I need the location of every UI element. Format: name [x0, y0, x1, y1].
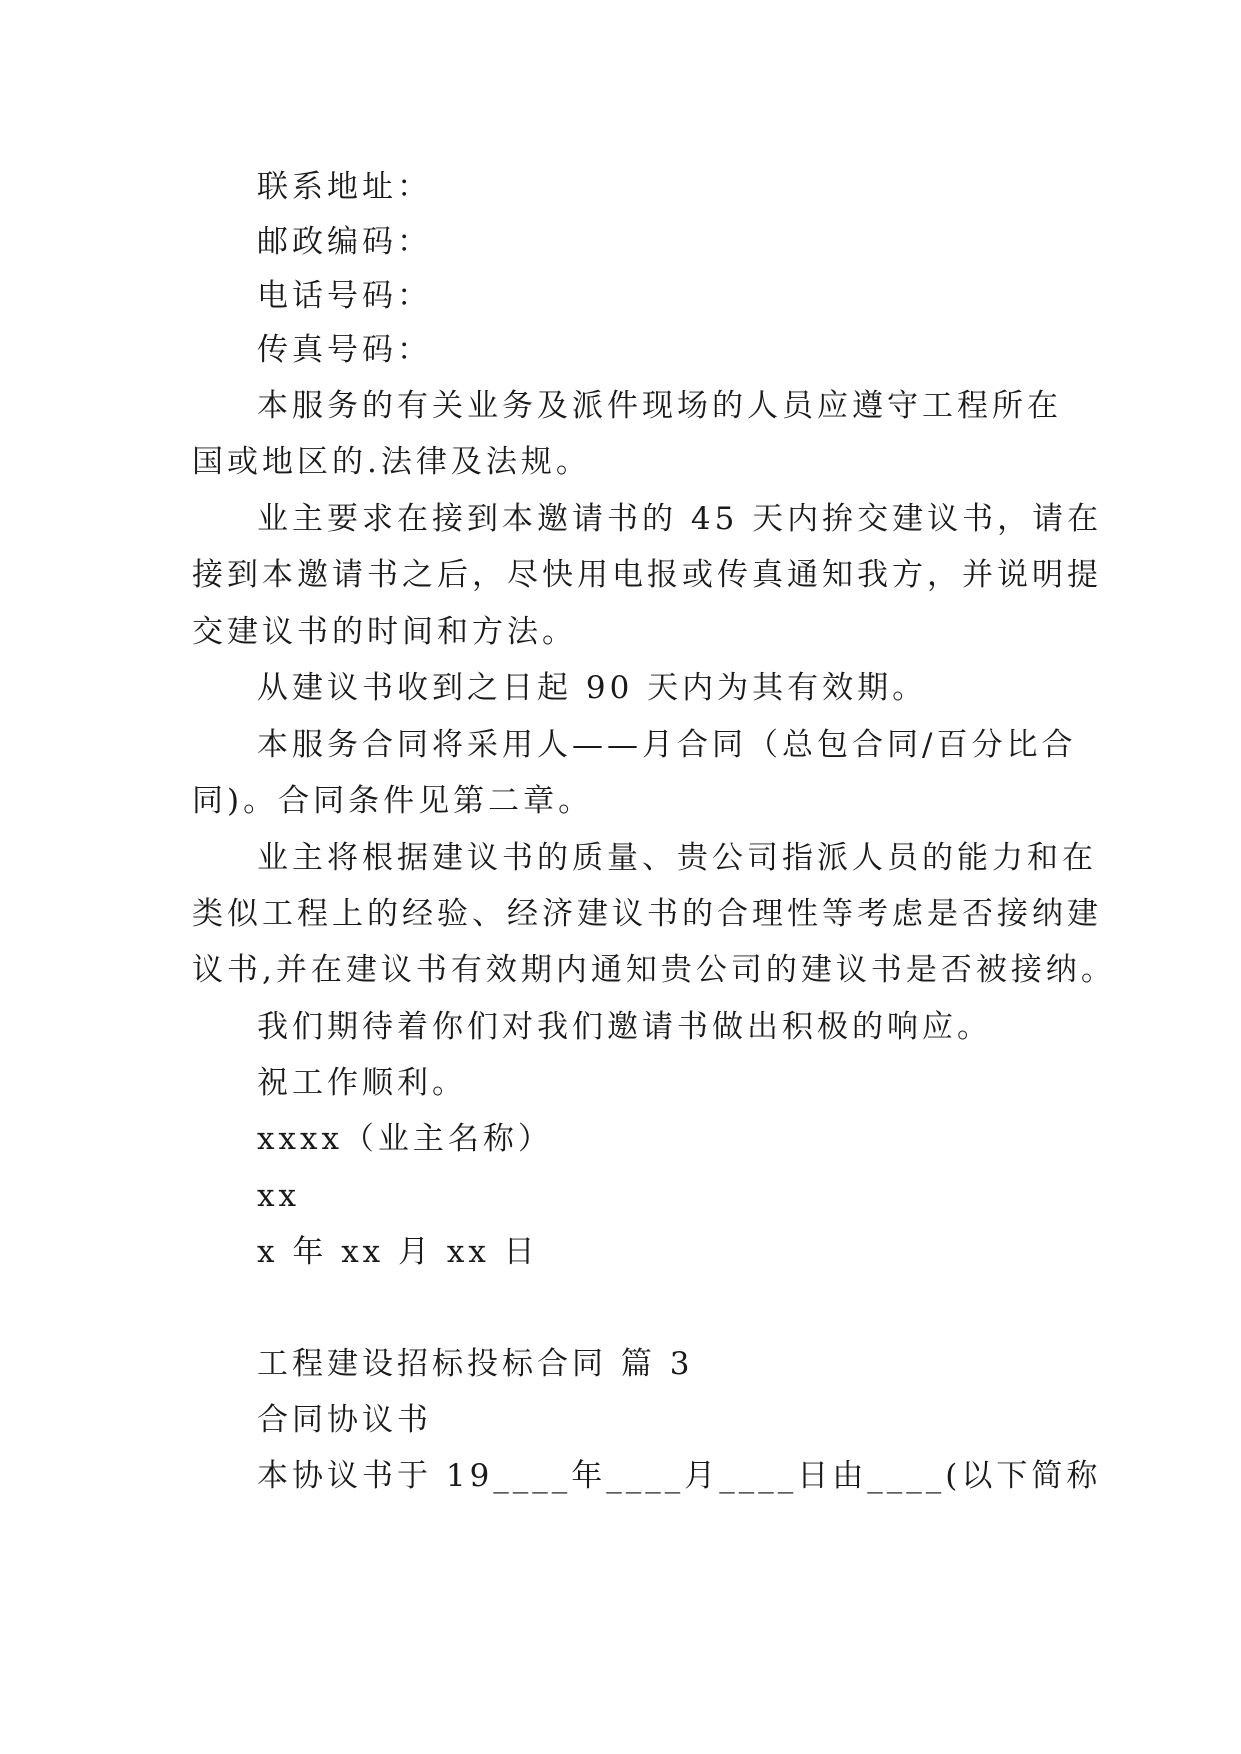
paragraph-line: 类似工程上的经验、经济建议书的合理性等考虑是否接纳建	[192, 896, 1102, 932]
closing-greeting: 祝工作顺利。	[257, 1065, 467, 1101]
section-heading: 工程建设招标投标合同 篇 3	[257, 1346, 694, 1382]
paragraph-line: 业主要求在接到本邀请书的 45 天内拚交建议书，请在	[257, 501, 1103, 537]
paragraph-line: 业主将根据建议书的质量、贵公司指派人员的能力和在	[257, 840, 1097, 876]
paragraph-line: 接到本邀请书之后，尽快用电报或传真通知我方，并说明提	[192, 557, 1102, 593]
paragraph-line: 国或地区的.法律及法规。	[192, 444, 591, 480]
section-subheading: 合同协议书	[257, 1402, 432, 1438]
paragraph-line: 议书,并在建议书有效期内通知贵公司的建议书是否被接纳。	[192, 952, 1116, 988]
paragraph-line: 同)。合同条件见第二章。	[192, 783, 594, 819]
signature-placeholder: xx	[257, 1178, 300, 1214]
date-line: x 年 xx 月 xx 日	[257, 1234, 539, 1270]
paragraph-line: 本服务合同将采用人——月合同（总包合同/百分比合	[257, 727, 1077, 763]
paragraph-line: 我们期待着你们对我们邀请书做出积极的响应。	[257, 1009, 992, 1045]
paragraph-line: 本协议书于 19____年____月____日由____(以下简称	[257, 1458, 1102, 1494]
paragraph-line: 从建议书收到之日起 90 天内为其有效期。	[257, 670, 928, 706]
phone-number-label: 电话号码：	[257, 278, 432, 314]
paragraph-line: 本服务的有关业务及派件现场的人员应遵守工程所在	[257, 388, 1062, 424]
paragraph-line: 交建议书的时间和方法。	[192, 614, 577, 650]
contact-address-label: 联系地址：	[257, 169, 432, 205]
fax-number-label: 传真号码：	[257, 332, 432, 368]
owner-name: xxxx（业主名称）	[257, 1121, 553, 1157]
postal-code-label: 邮政编码：	[257, 224, 432, 260]
